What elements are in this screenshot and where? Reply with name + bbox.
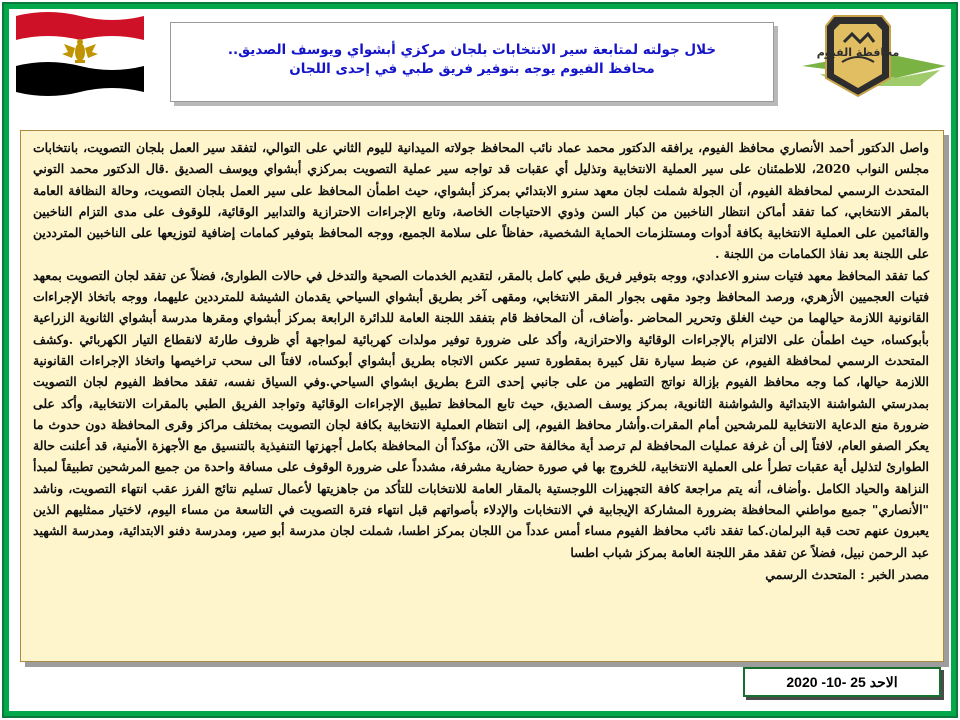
date-badge: الاحد 25 -10- 2020 <box>743 667 941 697</box>
article-source: مصدر الخبر : المتحدث الرسمي <box>765 566 929 582</box>
article-paragraph-2: كما تفقد المحافظ معهد فتيات سنرو الاعدادي، ووجه بتوفير فريق طبي كامل بالمقر، لتقديم الخدمات الصحية والتدخل في حالات الطوارئ، فضلاً عن تفقد لجان التصويت بمعهد فتيات العجميين الأزهري، ورصد المحافظ وجود مقهى بجوار المقر الانتخابي، ومقهى آخر بطريق أبشواي السياحي يقدمان الشيشة للمترددين عليهما، ووجه باتخاذ الإجراءات القانونية اللازمة حيالهما من حيث الغلق وتحرير المحاضر .وأضاف، أن المحافظ قام بتفقد اللجنة العامة للدائرة الرابعة بمركز أبشواي ومقرها مدرسة أبشواي الثانوية الزراعية بأبوكساه، حيث اطمأن على الالتزام بالإجراءات الوقائية والاحترازية، وأكد على ضرورة توفير مولدات كهربائية لمواجهة أي ظروف طارئة لانقطاع التيار الكهربائي .وكشف المتحدث الرسمي لمحافظة الفيوم، عن ضبط سيارة نقل كبيرة بمقطورة تسير عكس الاتجاه بطريق أبشواي أبوكساه، لافتاً الى سحب تراخيصها واتخاذ الإجراءات القانونية اللازمة حيالها، كما وجه محافظ الفيوم بإزالة نواتج التطهير من على جانبي إحدى الترع بطريق ابشواي السياحي.وفي السياق نفسه، تفقد محافظ الفيوم لجان التصويت بمدرستي الشواشنة الابتدائية والشواشنة الثانوية، بمركز يوسف الصديق، حيث تابع المحافظ تطبيق الإجراءات الوقائية وتواجد الفريق الطبي بالمقرات الانتخابية، وأكد على ضرورة منع الدعاية الانتخابية للمرشحين أمام المقرات.وأشار محافظ الفيوم، إلى انتظام العملية الانتخابية بكافة لجان التصويت بمختلف مراكز وقرى المحافظة دون حدوث ما يعكر الصفو العام، لافتاً إلى أن غرفة عمليات المحافظة لم ترصد أية مخالفة حتى الآن، مؤكداً أن المحافظة بكامل أجهزتها التنفيذية بالتنسيق مع الأجهزة الأمنية، قد أعلنت حالة الطوارئ لتذليل أية عقبات تطرأ على العملية الانتخابية، للخروج بها في صورة حضارية مشرفة، مشدداً على ضرورة الوقوف على مسافة واحدة من جميع المرشحين تطبيقاً لمبدأ النزاهة والحياد الكامل .وأضاف، أنه يتم مراجعة كافة التجهيزات اللوجستية بالمقار العامة للانتخابات للتأكد من جاهزيتها لأعمال تسليم نتائج الفرز عقب انتهاء التصويت، وناشد "الأنصاري" جميع مواطني المحافظة بضرورة المشاركة الإيجابية في الانتخابات والإدلاء بأصواتهم قبل انتهاء فترة التصويت في التاسعة من مساء اليوم، لاختيار ممثليهم الذين يعبرون عنهم تحت قبة البرلمان.كما تفقد نائب محافظ الفيوم مساء أمس عدداً من اللجان بمركز اطسا، شملت لجان مدرسة أبو صير، ومدرسة دفنو الابتدائية، ومدرسة الشهيد عبد الرحمن نبيل، فضلاً عن تفقد مقر اللجنة العامة بمركز شباب اطسا <box>33 267 929 560</box>
headline-box <box>170 22 774 102</box>
article-paragraph-1: واصل الدكتور أحمد الأنصاري محافظ الفيوم، يرافقه الدكتور محمد عماد نائب المحافظ جولاته الميدانية لليوم الثاني على التوالي، لتفقد سير العمل بلجان التصويت، بانتخابات مجلس النواب 2020، للاطمئنان على سير العملية الانتخابية وتذليل أي عقبات قد تواجه سير عملية التصويت بمركزي أبشواي ويوسف الصديق .قال الدكتور محمد التوني المتحدث الرسمي لمحافظة الفيوم، أن الجولة شملت لجان معهد سنرو الابتدائي بمركز أبشواي، حيث اطمأن المحافظ على سير العمل بلجان التصويت، وحالة النظافة العامة بالمقر الانتخابي، كما تفقد أماكن انتظار الناخبين من كبار السن وذوي الاحتياجات الخاصة، وتابع الإجراءات الاحترازية والتدابير الوقائية، للوقوف على مدى التزام الناخبين والقائمين على العملية الانتخابية بكافة أدوات ومستلزمات الحماية الشخصية، حفاظاً على سلامة الجميع، ووجه المحافظ بتوفير كمامات إضافية لتوزيعها على الناخبين المترددين على اللجنة بعد نفاذ الكمامات من اللجنة . <box>33 140 929 262</box>
egypt-flag-icon <box>12 8 148 100</box>
headline-line-2: محافظ الفيوم يوجه بتوفير فريق طبي في إحدى اللجان <box>289 61 655 77</box>
logo-caption: محافظة الفيوم <box>816 46 900 59</box>
headline-line-1: خلال جولته لمتابعة سير الانتخابات بلجان مركزي أبشواي ويوسف الصديق.. <box>227 42 717 58</box>
article-body <box>20 130 944 662</box>
fayoum-governorate-logo <box>800 12 950 108</box>
